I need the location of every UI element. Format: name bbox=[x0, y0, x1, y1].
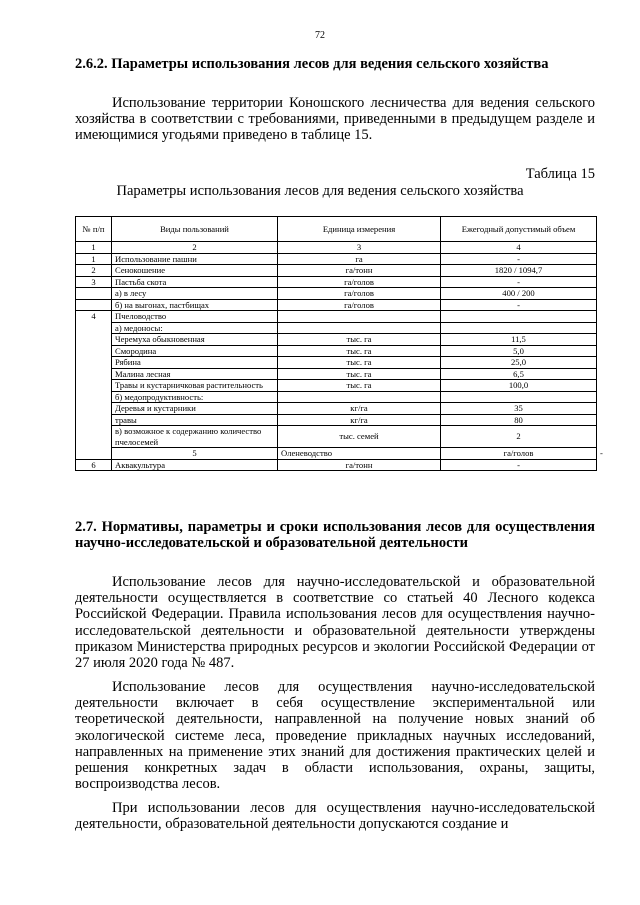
table-cell bbox=[278, 391, 441, 403]
table-row bbox=[76, 426, 597, 448]
section-2-6-2-paragraph: Использование территории Коношского лесничества для ведения сельского хозяйства в соответствии с требованиями, приведенными в предыдущем разделе и имеющимися угодьями приведено в таблице 15. bbox=[75, 95, 595, 144]
table-row bbox=[76, 288, 597, 300]
table-cell bbox=[441, 311, 597, 323]
table-cell: Использование пашни bbox=[112, 253, 278, 265]
table-cell: 4 bbox=[441, 242, 597, 254]
table-cell: га/голов bbox=[278, 299, 441, 311]
table-cell: 1820 / 1094,7 bbox=[441, 265, 597, 277]
table-cell: 11,5 bbox=[441, 334, 597, 346]
section-2-7-paragraph-1: Использование лесов для научно-исследовательской и образовательной деятельности осуществляется в соответствие со статьей 40 Лесного кодекса Российской Федерации. Правила использования лесов для осуществления научно-исследовательской деятельности и образовательной деятельности утверждены приказом Министерства природных ресурсов и экологии Российской Федерации от 27 июля 2020 года № 487. bbox=[75, 574, 595, 672]
table-cell: Черемуха обыкновенная bbox=[112, 334, 278, 346]
table-cell: - bbox=[441, 459, 597, 471]
table-row bbox=[76, 357, 597, 369]
table-cell: кг/га bbox=[278, 414, 441, 426]
table-cell: 2 bbox=[441, 426, 597, 448]
table-row bbox=[76, 345, 597, 357]
table-header-row bbox=[76, 217, 597, 242]
page-number: 72 bbox=[315, 30, 325, 41]
table-label: Таблица 15 bbox=[525, 166, 595, 182]
header-type: Виды пользований bbox=[112, 217, 278, 242]
table-cell: травы bbox=[112, 414, 278, 426]
section-heading-2-6-2: 2.6.2. Параметры использования лесов для ведения сельского хозяйства bbox=[75, 56, 549, 72]
table-row bbox=[76, 311, 597, 323]
table-cell bbox=[278, 311, 441, 323]
table-cell bbox=[441, 391, 597, 403]
table-cell: га/голов bbox=[278, 288, 441, 300]
table-cell: - bbox=[441, 276, 597, 288]
table-cell: 25,0 bbox=[441, 357, 597, 369]
table-row bbox=[76, 276, 597, 288]
table-cell: кг/га bbox=[278, 403, 441, 415]
table-cell: 2 bbox=[112, 242, 278, 254]
table-cell: б) на выгонах, пастбищах bbox=[112, 299, 278, 311]
table-cell: 400 / 200 bbox=[441, 288, 597, 300]
section-2-7-paragraph-3: При использовании лесов для осуществления научно-исследовательской деятельности, образовательной деятельности допускаются создание и bbox=[75, 800, 595, 833]
table-title: Параметры использования лесов для ведения сельского хозяйства bbox=[116, 183, 524, 199]
table-row bbox=[76, 391, 597, 403]
table-cell: га bbox=[278, 253, 441, 265]
table-cell: - bbox=[441, 299, 597, 311]
table-cell bbox=[441, 322, 597, 334]
table-cell: тыс. га bbox=[278, 357, 441, 369]
table-cell: Пчеловодство bbox=[112, 311, 278, 323]
table-cell: а) медоносы: bbox=[112, 322, 278, 334]
header-num: № п/п bbox=[76, 217, 112, 242]
table-row bbox=[76, 253, 597, 265]
table-row bbox=[76, 380, 597, 392]
table-cell: 100,0 bbox=[441, 380, 597, 392]
table-row bbox=[76, 334, 597, 346]
table-cell: Деревья и кустарники bbox=[112, 403, 278, 415]
table-cell: 3 bbox=[76, 276, 112, 288]
table-cell: 35 bbox=[441, 403, 597, 415]
table-cell bbox=[76, 299, 112, 311]
table-cell bbox=[278, 322, 441, 334]
table-cell: га/голов bbox=[441, 448, 597, 460]
table-row: 5 Оленеводство га/голов - bbox=[76, 448, 597, 460]
table-row bbox=[76, 368, 597, 380]
table-cell: 1 bbox=[76, 242, 112, 254]
table-cell: Пастьба скота bbox=[112, 276, 278, 288]
table-cell: га/тонн bbox=[278, 265, 441, 277]
section-2-7-paragraph-2: Использование лесов для осуществления научно-исследовательской деятельности включает в себя осуществление экспериментальной или теоретической деятельности, направленной на получение новых знаний об экологической системе леса, проведение прикладных научных исследований, направленных на применение этих знаний для достижения практических целей и решения конкретных задач в области использования, охраны, защиты, воспроизводства лесов. bbox=[75, 679, 595, 793]
table-cell: 2 bbox=[76, 265, 112, 277]
section-heading-2-7: 2.7. Нормативы, параметры и сроки использования лесов для осуществления научно-исследовательской и образовательной деятельности bbox=[75, 519, 595, 551]
table-cell: Смородина bbox=[112, 345, 278, 357]
table-cell: тыс. семей bbox=[278, 426, 441, 448]
table-cell: Аквакультура bbox=[112, 459, 278, 471]
table-cell: - bbox=[441, 253, 597, 265]
table-cell: 1 bbox=[76, 253, 112, 265]
table-cell: тыс. га bbox=[278, 345, 441, 357]
table-cell: Оленеводство bbox=[278, 448, 441, 460]
table-cell: Рябина bbox=[112, 357, 278, 369]
table-row bbox=[76, 403, 597, 415]
table-row bbox=[76, 414, 597, 426]
table-cell: в) возможное к содержанию количество пчелосемей bbox=[112, 426, 278, 448]
header-volume: Ежегодный допустимый объем bbox=[441, 217, 597, 242]
table-row bbox=[76, 322, 597, 334]
table-cell: га/тонн bbox=[278, 459, 441, 471]
table-cell: тыс. га bbox=[278, 380, 441, 392]
table-cell: га/голов bbox=[278, 276, 441, 288]
table-cell: 4 bbox=[76, 311, 112, 460]
table-cell: 80 bbox=[441, 414, 597, 426]
table-cell: 3 bbox=[278, 242, 441, 254]
table-row bbox=[76, 299, 597, 311]
table-cell: 5,0 bbox=[441, 345, 597, 357]
params-table bbox=[75, 216, 603, 471]
table-cell: а) в лесу bbox=[112, 288, 278, 300]
table-row bbox=[76, 459, 597, 471]
table-row bbox=[76, 265, 597, 277]
table-cell bbox=[76, 288, 112, 300]
table-cell: тыс. га bbox=[278, 334, 441, 346]
table-cell: 6,5 bbox=[441, 368, 597, 380]
table-cell: Травы и кустарничковая растительность bbox=[112, 380, 278, 392]
table-cell: б) медопродуктивность: bbox=[112, 391, 278, 403]
header-unit: Единица измерения bbox=[278, 217, 441, 242]
table-cell: 6 bbox=[76, 459, 112, 471]
table-cell: тыс. га bbox=[278, 368, 441, 380]
table-cell: Малина лесная bbox=[112, 368, 278, 380]
table-cell: Сенокошение bbox=[112, 265, 278, 277]
table-col-numbers-row bbox=[76, 242, 597, 254]
table-cell: 5 bbox=[112, 448, 278, 460]
